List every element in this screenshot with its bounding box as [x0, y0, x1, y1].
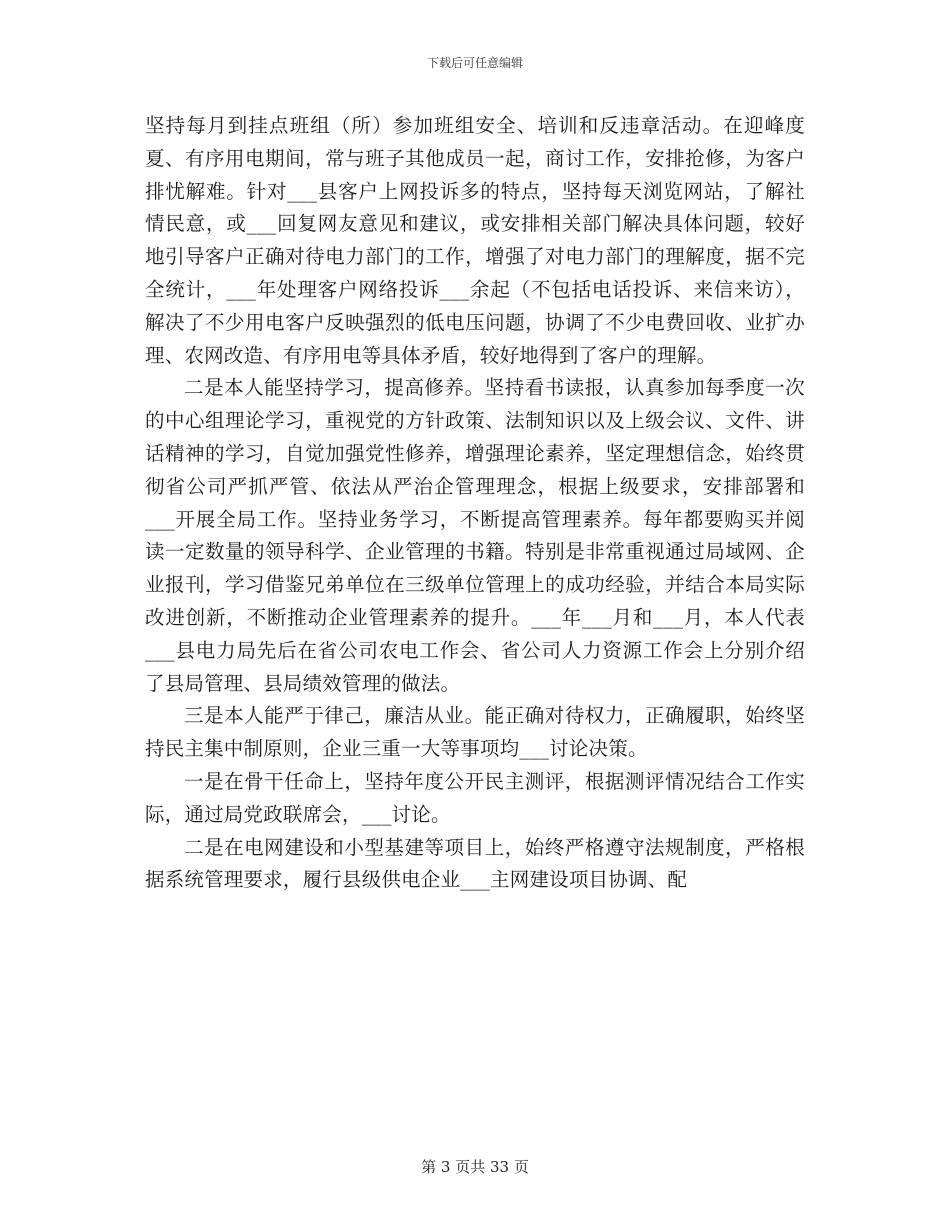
paragraph-2: 二是本人能坚持学习，提高修养。坚持看书读报，认真参加每季度一次的中心组理论学习，重视党的方针政策、法制知识以及上级会议、文件、讲话精神的学习，自觉加强党性修养，增强理论素养，坚定理想信念，始终贯彻省公司严抓严管、依法从严治企管理理念，根据上级要求，安排部署和___开展全局工作。坚持业务学习，不断提高管理素养。每年都要购买并阅读一定数量的领导科学、企业管理的书籍。特别是非常重视通过局域网、企业报刊，学习借鉴兄弟单位在三级单位管理上的成功经验，并结合本局实际改进创新，不断推动企业管理素养的提升。___年___月和___月，本人代表___县电力局先后在省公司农电工作会、省公司人力资源工作会上分别介绍了县局管理、县局绩效管理的做法。	[145, 376, 805, 695]
paragraph-4: 一是在骨干任命上，坚持年度公开民主测评，根据测评情况结合工作实际，通过局党政联席会，___讨论。	[145, 769, 805, 826]
paragraph-1: 坚持每月到挂点班组（所）参加班组安全、培训和反违章活动。在迎峰度夏、有序用电期间，常与班子其他成员一起，商讨工作，安排抢修，为客户排忧解难。针对___县客户上网投诉多的特点，坚持每天浏览网站，了解社情民意，或___回复网友意见和建议，或安排相关部门解决具体问题，较好地引导客户正确对待电力部门的工作，增强了对电力部门的理解度，据不完全统计，___年处理客户网络投诉___余起（不包括电话投诉、来信来访），解决了不少用电客户反映强烈的低电压问题，协调了不少电费回收、业扩办理、农网改造、有序用电等具体矛盾，较好地得到了客户的理解。	[145, 114, 805, 367]
paragraph-5: 二是在电网建设和小型基建等项目上，始终严格遵守法规制度，严格根据系统管理要求，履行县级供电企业___主网建设项目协调、配	[145, 835, 805, 892]
page-header-note: 下载后可任意编辑	[426, 56, 523, 70]
paragraph-3: 三是本人能严于律己，廉洁从业。能正确对待权力，正确履职，始终坚持民主集中制原则，企业三重一大等事项均___讨论决策。	[145, 704, 805, 761]
page-number: 第 3 页共 33 页	[421, 1158, 529, 1176]
document-body	[145, 110, 805, 897]
